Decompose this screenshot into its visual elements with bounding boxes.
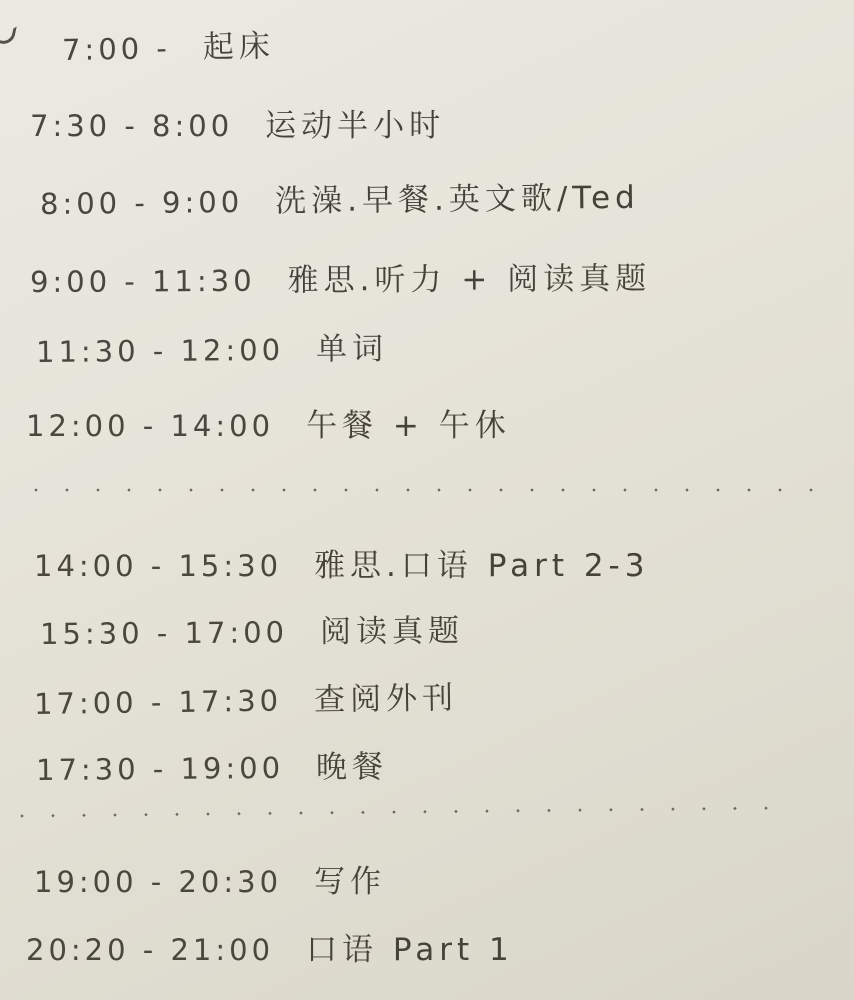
dotted-divider [20,806,788,819]
entry-activity: 起床 [202,28,276,66]
entry-activity: 雅思.听力 + 阅读真题 [287,260,652,299]
schedule-entry [36,323,388,371]
entry-activity: 单词 [315,330,389,368]
schedule-entry [26,924,514,969]
entry-activity: 晚餐 [315,748,389,786]
schedule-entry [40,172,640,223]
schedule-entry [34,540,649,585]
entry-time: 9:00 - 11:30 [29,263,256,299]
schedule-entry [34,856,386,901]
entry-time: 17:00 - 17:30 [33,683,283,721]
entry-time: 20:20 - 21:00 [26,933,275,967]
schedule-entry [40,605,464,653]
schedule-entry [26,400,511,445]
entry-activity: 雅思.口语 Part 2-3 [314,548,650,584]
entry-time: 19:00 - 20:30 [34,865,283,899]
entry-activity: 写作 [314,864,387,900]
entry-time: 8:00 - 9:00 [39,184,244,221]
entry-activity: 口语 Part 1 [306,932,514,968]
schedule-entry [62,20,276,69]
entry-time: 7:00 - [61,31,172,67]
entry-activity: 午餐 + 午休 [306,408,511,444]
schedule-entry [30,100,445,145]
schedule-entry [30,253,651,301]
schedule-entry [34,672,459,723]
schedule-entry [36,741,388,789]
entry-time: 17:30 - 19:00 [35,750,285,787]
entry-time: 7:30 - 8:00 [30,109,234,143]
entry-time: 15:30 - 17:00 [39,615,289,651]
entry-activity: 查阅外刊 [313,680,459,719]
entry-activity: 洗澡.早餐.英文歌/Ted [274,179,640,220]
entry-activity: 运动半小时 [265,108,446,144]
dotted-divider [34,488,820,493]
entry-time: 12:00 - 14:00 [26,409,275,443]
entry-time: 14:00 - 15:30 [34,549,283,583]
stray-ink-mark [0,22,17,46]
entry-time: 11:30 - 12:00 [35,332,285,369]
entry-activity: 阅读真题 [319,613,465,651]
